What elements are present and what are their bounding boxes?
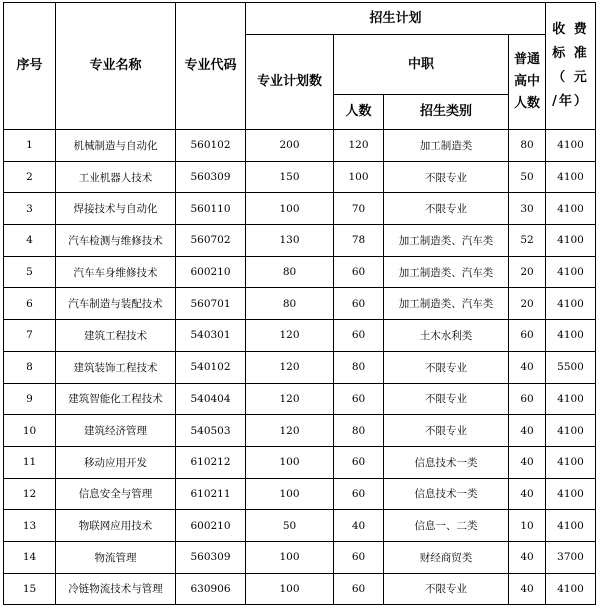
hs-count-cell: 30: [509, 193, 546, 225]
sv-count-cell: 120: [334, 130, 384, 162]
index-cell: 13: [4, 510, 56, 542]
plan-count-cell: 100: [246, 541, 334, 573]
index-cell: 7: [4, 320, 56, 352]
sv-category-cell: 不限专业: [384, 351, 509, 383]
sv-category-cell: 不限专业: [384, 383, 509, 415]
sv-category-cell: 财经商贸类: [384, 541, 509, 573]
sv-count-cell: 80: [334, 351, 384, 383]
hs-count-cell: 40: [509, 446, 546, 478]
hs-count-cell: 40: [509, 415, 546, 447]
fee-cell: 3700: [546, 541, 596, 573]
header-fee-line3: （ 元: [552, 70, 589, 85]
index-cell: 6: [4, 288, 56, 320]
sv-count-cell: 60: [334, 573, 384, 605]
major-code-cell: 560701: [176, 288, 246, 320]
sv-count-cell: 60: [334, 446, 384, 478]
plan-count-cell: 50: [246, 510, 334, 542]
major-code-cell: 560309: [176, 541, 246, 573]
header-secondary-vocational: 中职: [334, 35, 509, 95]
hs-count-cell: 20: [509, 288, 546, 320]
major-name-cell: 建筑经济管理: [56, 415, 176, 447]
hs-count-cell: 60: [509, 320, 546, 352]
major-code-cell: 600210: [176, 256, 246, 288]
header-sv-count: 人数: [334, 95, 384, 130]
table-row: [4, 225, 596, 257]
hs-count-cell: 80: [509, 130, 546, 162]
plan-count-cell: 150: [246, 161, 334, 193]
index-cell: 15: [4, 573, 56, 605]
index-cell: 10: [4, 415, 56, 447]
fee-cell: 4100: [546, 225, 596, 257]
sv-category-cell: 加工制造类、汽车类: [384, 225, 509, 257]
major-code-cell: 610211: [176, 478, 246, 510]
header-fee: [546, 3, 596, 130]
table-row: [4, 193, 596, 225]
plan-count-cell: 120: [246, 351, 334, 383]
header-high-school-line1: 普通: [514, 52, 541, 67]
fee-cell: 4100: [546, 256, 596, 288]
header-fee-line2: 标 准: [552, 46, 589, 61]
sv-category-cell: 加工制造类、汽车类: [384, 288, 509, 320]
major-name-cell: 建筑装饰工程技术: [56, 351, 176, 383]
fee-cell: 4100: [546, 193, 596, 225]
fee-cell: 4100: [546, 161, 596, 193]
major-code-cell: 630906: [176, 573, 246, 605]
sv-count-cell: 80: [334, 415, 384, 447]
index-cell: 1: [4, 130, 56, 162]
plan-count-cell: 100: [246, 573, 334, 605]
hs-count-cell: 40: [509, 573, 546, 605]
index-cell: 12: [4, 478, 56, 510]
fee-cell: 4100: [546, 288, 596, 320]
index-cell: 11: [4, 446, 56, 478]
table-row: [4, 256, 596, 288]
sv-count-cell: 40: [334, 510, 384, 542]
sv-count-cell: 60: [334, 383, 384, 415]
index-cell: 2: [4, 161, 56, 193]
table-row: [4, 130, 596, 162]
sv-count-cell: 100: [334, 161, 384, 193]
table-row: [4, 288, 596, 320]
major-code-cell: 540301: [176, 320, 246, 352]
hs-count-cell: 10: [509, 510, 546, 542]
table-row: [4, 351, 596, 383]
index-cell: 5: [4, 256, 56, 288]
major-name-cell: 建筑智能化工程技术: [56, 383, 176, 415]
header-enrollment-plan: 招生计划: [246, 3, 546, 35]
major-name-cell: 物联网应用技术: [56, 510, 176, 542]
major-name-cell: 机械制造与自动化: [56, 130, 176, 162]
index-cell: 9: [4, 383, 56, 415]
plan-count-cell: 120: [246, 415, 334, 447]
major-code-cell: 610212: [176, 446, 246, 478]
sv-category-cell: 不限专业: [384, 415, 509, 447]
plan-count-cell: 200: [246, 130, 334, 162]
index-cell: 14: [4, 541, 56, 573]
header-major-name: 专业名称: [56, 3, 176, 130]
major-code-cell: 560102: [176, 130, 246, 162]
table-row: [4, 478, 596, 510]
table-row: [4, 383, 596, 415]
table-row: [4, 320, 596, 352]
index-cell: 8: [4, 351, 56, 383]
major-name-cell: 物流管理: [56, 541, 176, 573]
sv-category-cell: 信息技术一类: [384, 478, 509, 510]
major-code-cell: 560702: [176, 225, 246, 257]
sv-category-cell: 加工制造类: [384, 130, 509, 162]
sv-category-cell: 信息一、二类: [384, 510, 509, 542]
major-code-cell: 560309: [176, 161, 246, 193]
table-row: [4, 446, 596, 478]
plan-count-cell: 100: [246, 478, 334, 510]
header-major-code: 专业代码: [176, 3, 246, 130]
sv-count-cell: 60: [334, 478, 384, 510]
sv-category-cell: 不限专业: [384, 573, 509, 605]
plan-count-cell: 80: [246, 256, 334, 288]
plan-count-cell: 130: [246, 225, 334, 257]
header-index: 序号: [4, 3, 56, 130]
header-sv-category: 招生类别: [384, 95, 509, 130]
major-name-cell: 焊接技术与自动化: [56, 193, 176, 225]
hs-count-cell: 20: [509, 256, 546, 288]
fee-cell: 4100: [546, 573, 596, 605]
table-row: [4, 415, 596, 447]
header-high-school-count: 人数: [514, 96, 541, 111]
hs-count-cell: 52: [509, 225, 546, 257]
plan-count-cell: 100: [246, 193, 334, 225]
major-name-cell: 汽车车身维修技术: [56, 256, 176, 288]
sv-count-cell: 78: [334, 225, 384, 257]
fee-cell: 4100: [546, 478, 596, 510]
major-code-cell: 540503: [176, 415, 246, 447]
major-name-cell: 移动应用开发: [56, 446, 176, 478]
plan-count-cell: 100: [246, 446, 334, 478]
hs-count-cell: 50: [509, 161, 546, 193]
plan-count-cell: 120: [246, 320, 334, 352]
table-row: [4, 573, 596, 605]
sv-count-cell: 60: [334, 320, 384, 352]
major-code-cell: 540404: [176, 383, 246, 415]
header-high-school: [509, 35, 546, 130]
major-code-cell: 540102: [176, 351, 246, 383]
major-name-cell: 建筑工程技术: [56, 320, 176, 352]
sv-count-cell: 60: [334, 541, 384, 573]
header-plan-count: 专业计划数: [246, 35, 334, 130]
fee-cell: 4100: [546, 320, 596, 352]
hs-count-cell: 40: [509, 478, 546, 510]
major-name-cell: 汽车检测与维修技术: [56, 225, 176, 257]
fee-cell: 4100: [546, 446, 596, 478]
major-name-cell: 冷链物流技术与管理: [56, 573, 176, 605]
sv-category-cell: 不限专业: [384, 161, 509, 193]
hs-count-cell: 60: [509, 383, 546, 415]
hs-count-cell: 40: [509, 541, 546, 573]
sv-category-cell: 加工制造类、汽车类: [384, 256, 509, 288]
header-fee-line1: 收 费: [552, 22, 589, 37]
table-row: [4, 510, 596, 542]
sv-count-cell: 70: [334, 193, 384, 225]
plan-count-cell: 80: [246, 288, 334, 320]
fee-cell: 4100: [546, 383, 596, 415]
major-name-cell: 工业机器人技术: [56, 161, 176, 193]
fee-cell: 5500: [546, 351, 596, 383]
table-header: [4, 3, 596, 130]
fee-cell: 4100: [546, 130, 596, 162]
table-body: [4, 130, 596, 605]
index-cell: 3: [4, 193, 56, 225]
hs-count-cell: 40: [509, 351, 546, 383]
sv-category-cell: 不限专业: [384, 193, 509, 225]
header-high-school-line2: 高中: [514, 74, 541, 89]
sv-category-cell: 土木水利类: [384, 320, 509, 352]
sv-count-cell: 60: [334, 288, 384, 320]
header-fee-line4: /年）: [552, 94, 589, 109]
fee-cell: 4100: [546, 415, 596, 447]
plan-count-cell: 120: [246, 383, 334, 415]
sv-category-cell: 信息技术一类: [384, 446, 509, 478]
enrollment-plan-table: [3, 2, 596, 605]
major-code-cell: 600210: [176, 510, 246, 542]
major-code-cell: 560110: [176, 193, 246, 225]
major-name-cell: 汽车制造与装配技术: [56, 288, 176, 320]
index-cell: 4: [4, 225, 56, 257]
table-row: [4, 161, 596, 193]
fee-cell: 4100: [546, 510, 596, 542]
major-name-cell: 信息安全与管理: [56, 478, 176, 510]
table-row: [4, 541, 596, 573]
sv-count-cell: 60: [334, 256, 384, 288]
